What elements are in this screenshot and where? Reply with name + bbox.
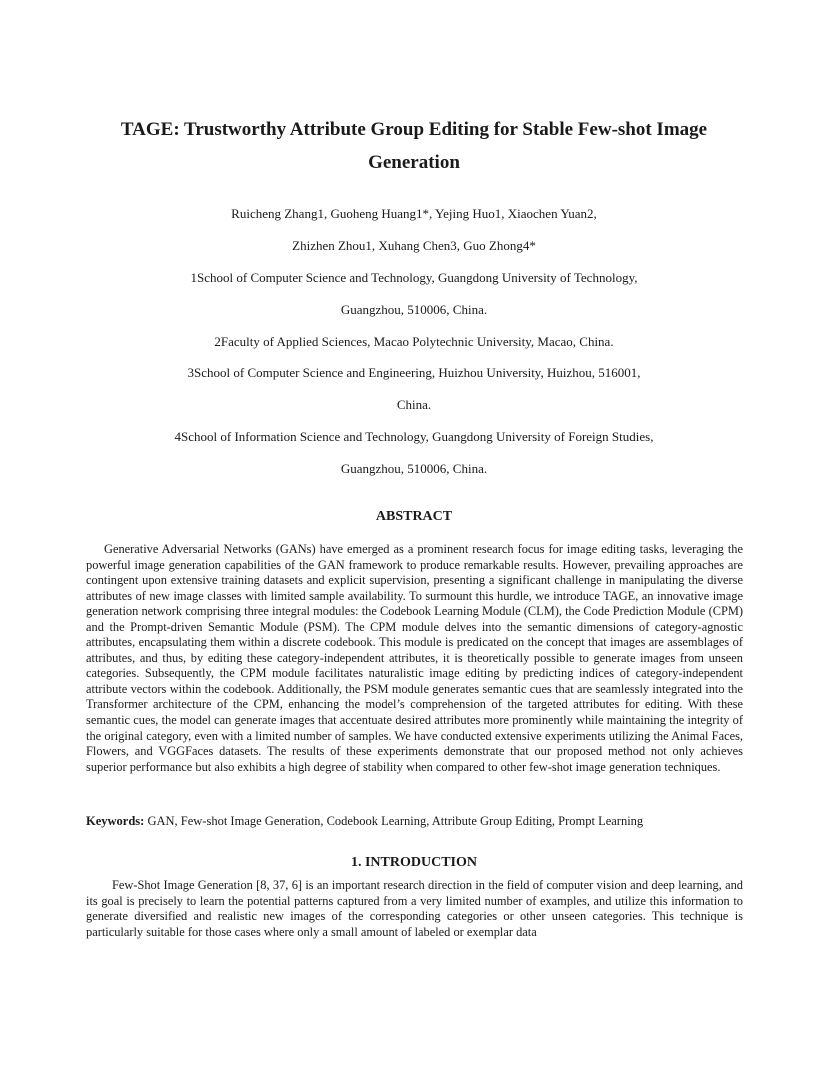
abstract-body: Generative Adversarial Networks (GANs) have emerged as a prominent research focus for image editing tasks, leveraging the powerful image generation capabilities of the GAN framework to produce remarkable results. However, prevailing approaches are contingent upon extensive training datasets and explicit supervision, presenting a significant challenge in manipulating the diverse attributes of new image classes with limited sample availability. To surmount this hurdle, we introduce TAGE, an innovative image generation network comprising three integral modules: the Codebook Learning Module (CLM), the Code Prediction Module (CPM) and the Prompt-driven Semantic Module (PSM). The CPM module delves into the semantic dimensions of category-agnostic attributes, encapsulating them within a discrete codebook. This module is predicated on the concept that images are assemblages of attributes, and thus, by editing these category-independent attributes, it is theoretically possible to generate images from unseen categories. Subsequently, the CPM module facilitates naturalistic image editing by predicting indices of category-independent attribute vectors within the codebook. Additionally, the PSM module generates semantic cues that are seamlessly integrated into the Transformer architecture of the CPM, enhancing the model’s comprehension of the targeted attributes for editing. With these semantic cues, the model can generate images that accentuate desired attributes more prominently while maintaining the integrity of the original category, even with a limited number of samples. We have conducted extensive experiments utilizing the Animal Faces, Flowers, and VGGFaces datasets. The results of these experiments demonstrate that our proposed method not only achieves superior performance but also exhibits a high degree of stability when compared to other few-shot image generation techniques.	[86, 542, 743, 774]
authors-line-1: Ruicheng Zhang1, Guoheng Huang1*, Yejing Huo1, Xiaochen Yuan2,	[231, 206, 597, 221]
affiliation-line: Guangzhou, 510006, China.	[340, 461, 488, 476]
keywords-label: Keywords:	[86, 814, 145, 828]
introduction-heading: 1. INTRODUCTION	[350, 855, 477, 870]
affiliation-line: Guangzhou, 510006, China.	[340, 302, 488, 317]
introduction-body: Few-Shot Image Generation [8, 37, 6] is an important research direction in the field of computer vision and deep learning, and its goal is precisely to learn the potential patterns captured from a very limited number of examples, and utilize this information to generate diversified and realistic new images of the corresponding categories or other unseen categories. This technique is particularly suitable for those cases where only a small amount of labeled or exemplar data	[86, 878, 743, 939]
abstract-heading: ABSTRACT	[375, 509, 453, 524]
affiliation-line: 2Faculty of Applied Sciences, Macao Polytechnic University, Macao, China.	[214, 334, 614, 349]
affiliation-line: China.	[396, 397, 432, 412]
affiliation-line: 3School of Computer Science and Engineering, Huizhou University, Huizhou, 516001,	[187, 365, 641, 380]
affiliation-line: 1School of Computer Science and Technology, Guangdong University of Technology,	[190, 270, 638, 285]
paper-title-line-1: TAGE: Trustworthy Attribute Group Editing for Stable Few-shot Image	[120, 119, 708, 140]
keywords-list: GAN, Few-shot Image Generation, Codebook Learning, Attribute Group Editing, Prompt Learning	[144, 814, 644, 828]
keywords-line	[86, 813, 743, 829]
affiliation-line: 4School of Information Science and Technology, Guangdong University of Foreign Studies,	[174, 429, 654, 444]
paper-title-line-2: Generation	[368, 152, 460, 173]
authors-line-2: Zhizhen Zhou1, Xuhang Chen3, Guo Zhong4*	[292, 238, 536, 253]
